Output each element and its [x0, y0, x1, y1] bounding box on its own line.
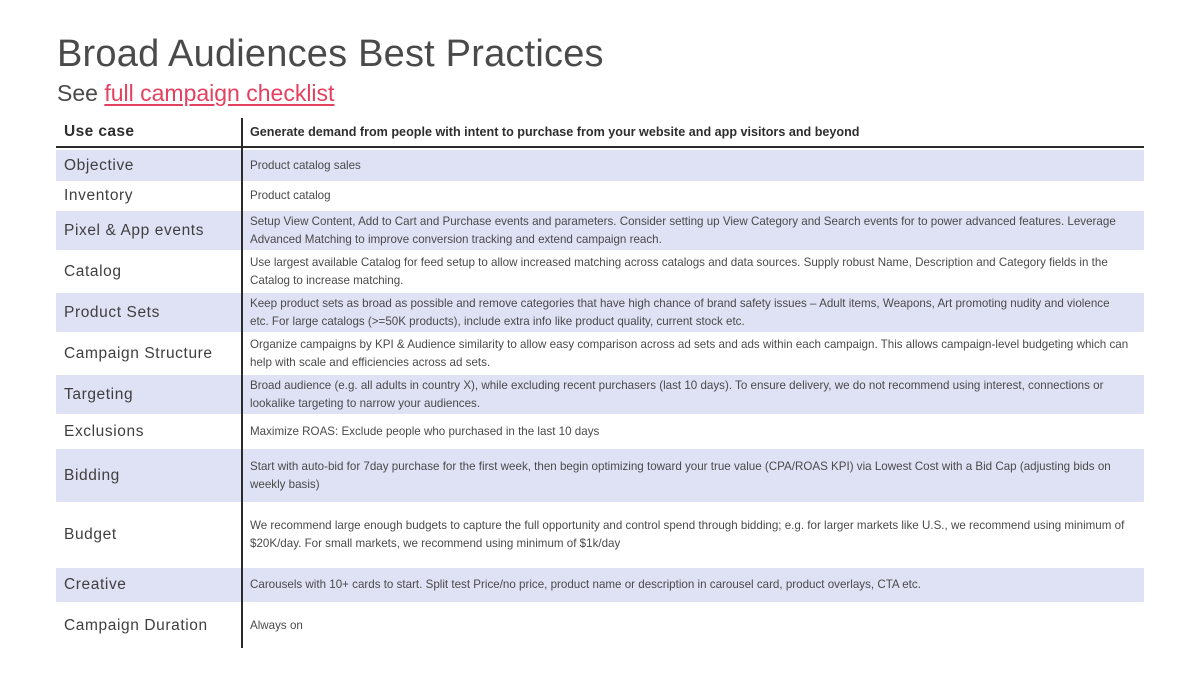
subtitle-prefix: See — [57, 80, 98, 106]
row-desc: Setup View Content, Add to Cart and Purchase events and parameters. Consider setting up View Category and Search events for to power advanced features. Leverage Advanced Matching to improve conversion tracking and extend campaign reach. — [250, 214, 1116, 246]
row-label: Campaign Duration — [64, 617, 208, 634]
table-row-catalog — [56, 252, 1144, 291]
column-divider — [241, 118, 243, 648]
header-label: Use case — [64, 123, 135, 140]
table-row-product-sets — [56, 293, 1144, 332]
row-desc: Maximize ROAS: Exclude people who purchased in the last 10 days — [250, 424, 600, 438]
row-desc: Use largest available Catalog for feed setup to allow increased matching across catalogs and data sources. Supply robust Name, Description and Category fields in the Catalog to increase matching. — [250, 255, 1108, 287]
row-desc: Organize campaigns by KPI & Audience similarity to allow easy comparison across ad sets and ads within each campaign. This allows campaign-level budgeting which can help with scale and efficiencies across ad sets. — [250, 337, 1129, 369]
row-desc: We recommend large enough budgets to capture the full opportunity and control spend through bidding; e.g. for larger markets like U.S., we recommend using minimum of $20K/day. For small markets, we recommend using minimum of $1k/day — [250, 519, 1125, 550]
row-label: Campaign Structure — [64, 344, 213, 362]
row-label: Targeting — [64, 385, 134, 403]
page-title: Broad Audiences Best Practices — [57, 33, 604, 75]
row-desc: Broad audience (e.g. all adults in country X), while excluding recent purchasers (last 10 days). To ensure delivery, we do not recommend using interest, connections or lookalike targeting to narrow your audiences. — [250, 378, 1104, 410]
table-row-budget — [56, 504, 1144, 566]
table-row-inventory — [56, 183, 1144, 209]
table-row-objective — [56, 150, 1144, 181]
row-desc: Product catalog — [250, 189, 331, 202]
table-row-pixel-app-events — [56, 211, 1144, 250]
subtitle — [57, 80, 334, 107]
row-label: Inventory — [64, 187, 134, 204]
row-label: Product Sets — [64, 303, 160, 321]
table-row-bidding — [56, 449, 1144, 502]
row-label: Pixel & App events — [64, 221, 205, 239]
row-desc: Start with auto-bid for 7day purchase for the first week, then begin optimizing toward your true value (CPA/ROAS KPI) via Lowest Cost with a Bid Cap (adjusting bids on weekly basis) — [250, 459, 1111, 491]
header-desc: Generate demand from people with intent to purchase from your website and app visitors and beyond — [250, 125, 860, 139]
campaign-checklist-link[interactable]: full campaign checklist — [104, 80, 335, 106]
table-row-campaign-structure — [56, 334, 1144, 373]
row-desc: Always on — [250, 619, 303, 632]
table-row-exclusions — [56, 416, 1144, 447]
table-row-campaign-duration — [56, 604, 1144, 648]
table-row-targeting — [56, 375, 1144, 414]
row-desc: Keep product sets as broad as possible and remove categories that have high chance of brand safety issues – Adult items, Weapons, Art promoting nudity and violence etc. For large catalogs (>=50K products), include extra info like product quality, current stock etc. — [250, 296, 1110, 328]
row-label: Creative — [64, 576, 127, 593]
row-label: Catalog — [64, 262, 122, 280]
row-desc: Carousels with 10+ cards to start. Split test Price/no price, product name or description in carousel card, product overlays, CTA etc. — [250, 578, 921, 591]
row-label: Exclusions — [64, 422, 145, 440]
table-header — [56, 118, 1144, 148]
row-desc: Product catalog sales — [250, 158, 361, 172]
table-row-creative — [56, 568, 1144, 602]
row-label: Bidding — [64, 466, 120, 484]
best-practices-table — [56, 118, 1144, 650]
row-label: Objective — [64, 156, 135, 174]
row-label: Budget — [64, 526, 117, 543]
